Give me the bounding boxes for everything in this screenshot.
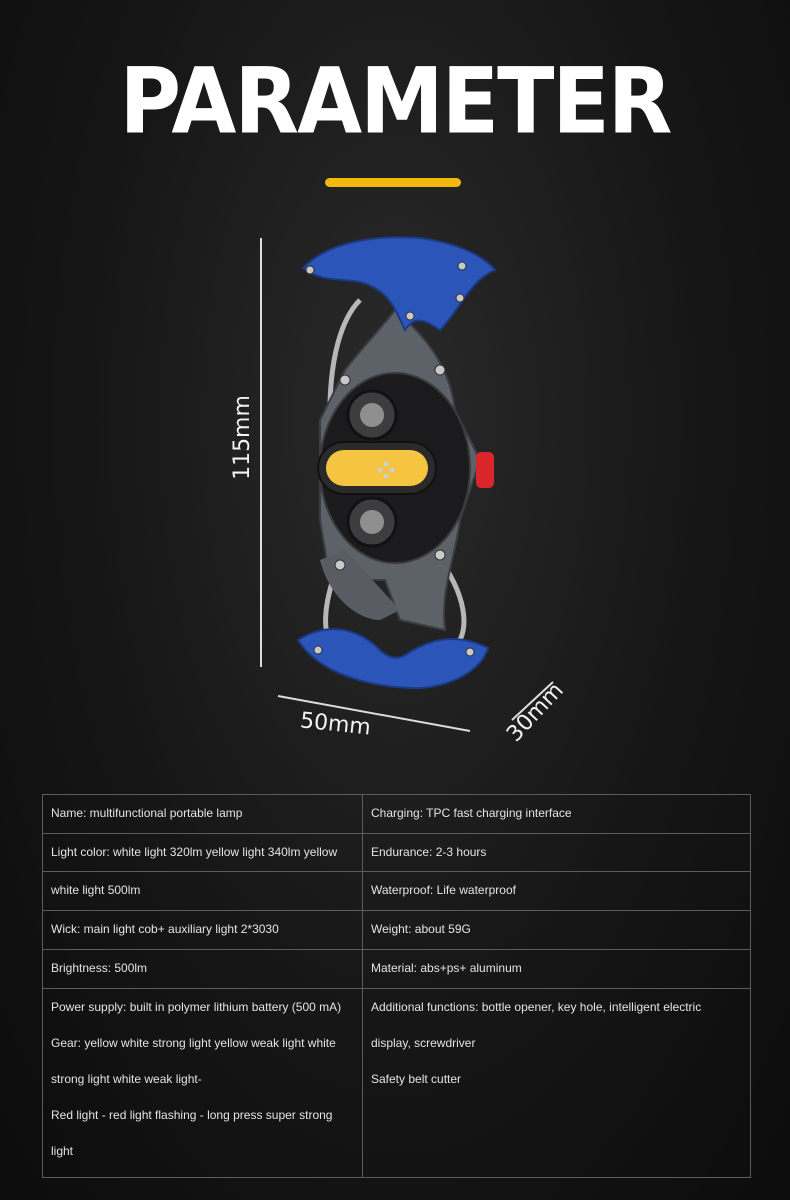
spec-text: Gear: yellow white strong light yellow weak light white — [51, 1035, 336, 1050]
spec-text: Endurance: 2-3 hours — [371, 844, 487, 859]
spec-text: Light color: white light 320lm yellow light 340lm yellow — [51, 844, 338, 859]
lamp-drawing — [0, 220, 790, 760]
spec-cell-left — [43, 988, 363, 1177]
spec-text: light — [51, 1143, 74, 1158]
power-button — [476, 452, 494, 488]
cob-light — [326, 450, 428, 486]
height-dimension-label: 115mm — [229, 395, 255, 480]
title-underline — [325, 178, 461, 187]
spec-cell-right — [363, 911, 751, 950]
depth-dimension-label: 30mm — [502, 678, 569, 747]
spec-row — [43, 795, 751, 834]
spec-cell-left — [43, 872, 363, 911]
spec-row — [43, 872, 751, 911]
spec-text: Charging: TPC fast charging interface — [371, 806, 572, 820]
spec-cell-left — [43, 795, 363, 834]
spec-text: Power supply: built in polymer lithium battery (500 mA) — [51, 999, 342, 1014]
spec-cell-left — [43, 833, 363, 872]
spec-text: Material: abs+ps+ aluminum — [371, 960, 522, 975]
spec-text: Waterproof: Life waterproof — [371, 883, 516, 898]
spec-text: Additional functions: bottle opener, key hole, intelligent electric — [371, 999, 702, 1014]
width-dimension-label: 50mm — [298, 708, 372, 741]
spec-table — [42, 794, 751, 1178]
spec-row — [43, 833, 751, 872]
spec-cell-right — [363, 872, 751, 911]
page-title: PARAMETER — [119, 48, 671, 154]
spec-cell-right — [363, 795, 751, 834]
spec-row — [43, 988, 751, 1177]
spec-text: Safety belt cutter — [371, 1071, 462, 1086]
spec-row — [43, 949, 751, 988]
spec-cell-right — [363, 988, 751, 1177]
spec-row — [43, 911, 751, 950]
top-grip — [303, 237, 495, 330]
spec-text: white light 500lm — [51, 883, 141, 898]
spec-cell-left — [43, 911, 363, 950]
spec-text: Weight: about 59G — [371, 922, 471, 937]
spec-cell-right — [363, 949, 751, 988]
spec-text: Brightness: 500lm — [51, 960, 148, 975]
spec-text: display, screwdriver — [371, 1035, 476, 1050]
spec-text: Red light - red light flashing - long press super strong — [51, 1107, 333, 1122]
spec-cell-left — [43, 949, 363, 988]
product-illustration — [0, 220, 790, 760]
spec-text: strong light white weak light- — [51, 1071, 202, 1086]
spec-text: Wick: main light cob+ auxiliary light 2*3030 — [51, 922, 279, 937]
spec-text: Name: multifunctional portable lamp — [51, 806, 243, 820]
spec-cell-right — [363, 833, 751, 872]
